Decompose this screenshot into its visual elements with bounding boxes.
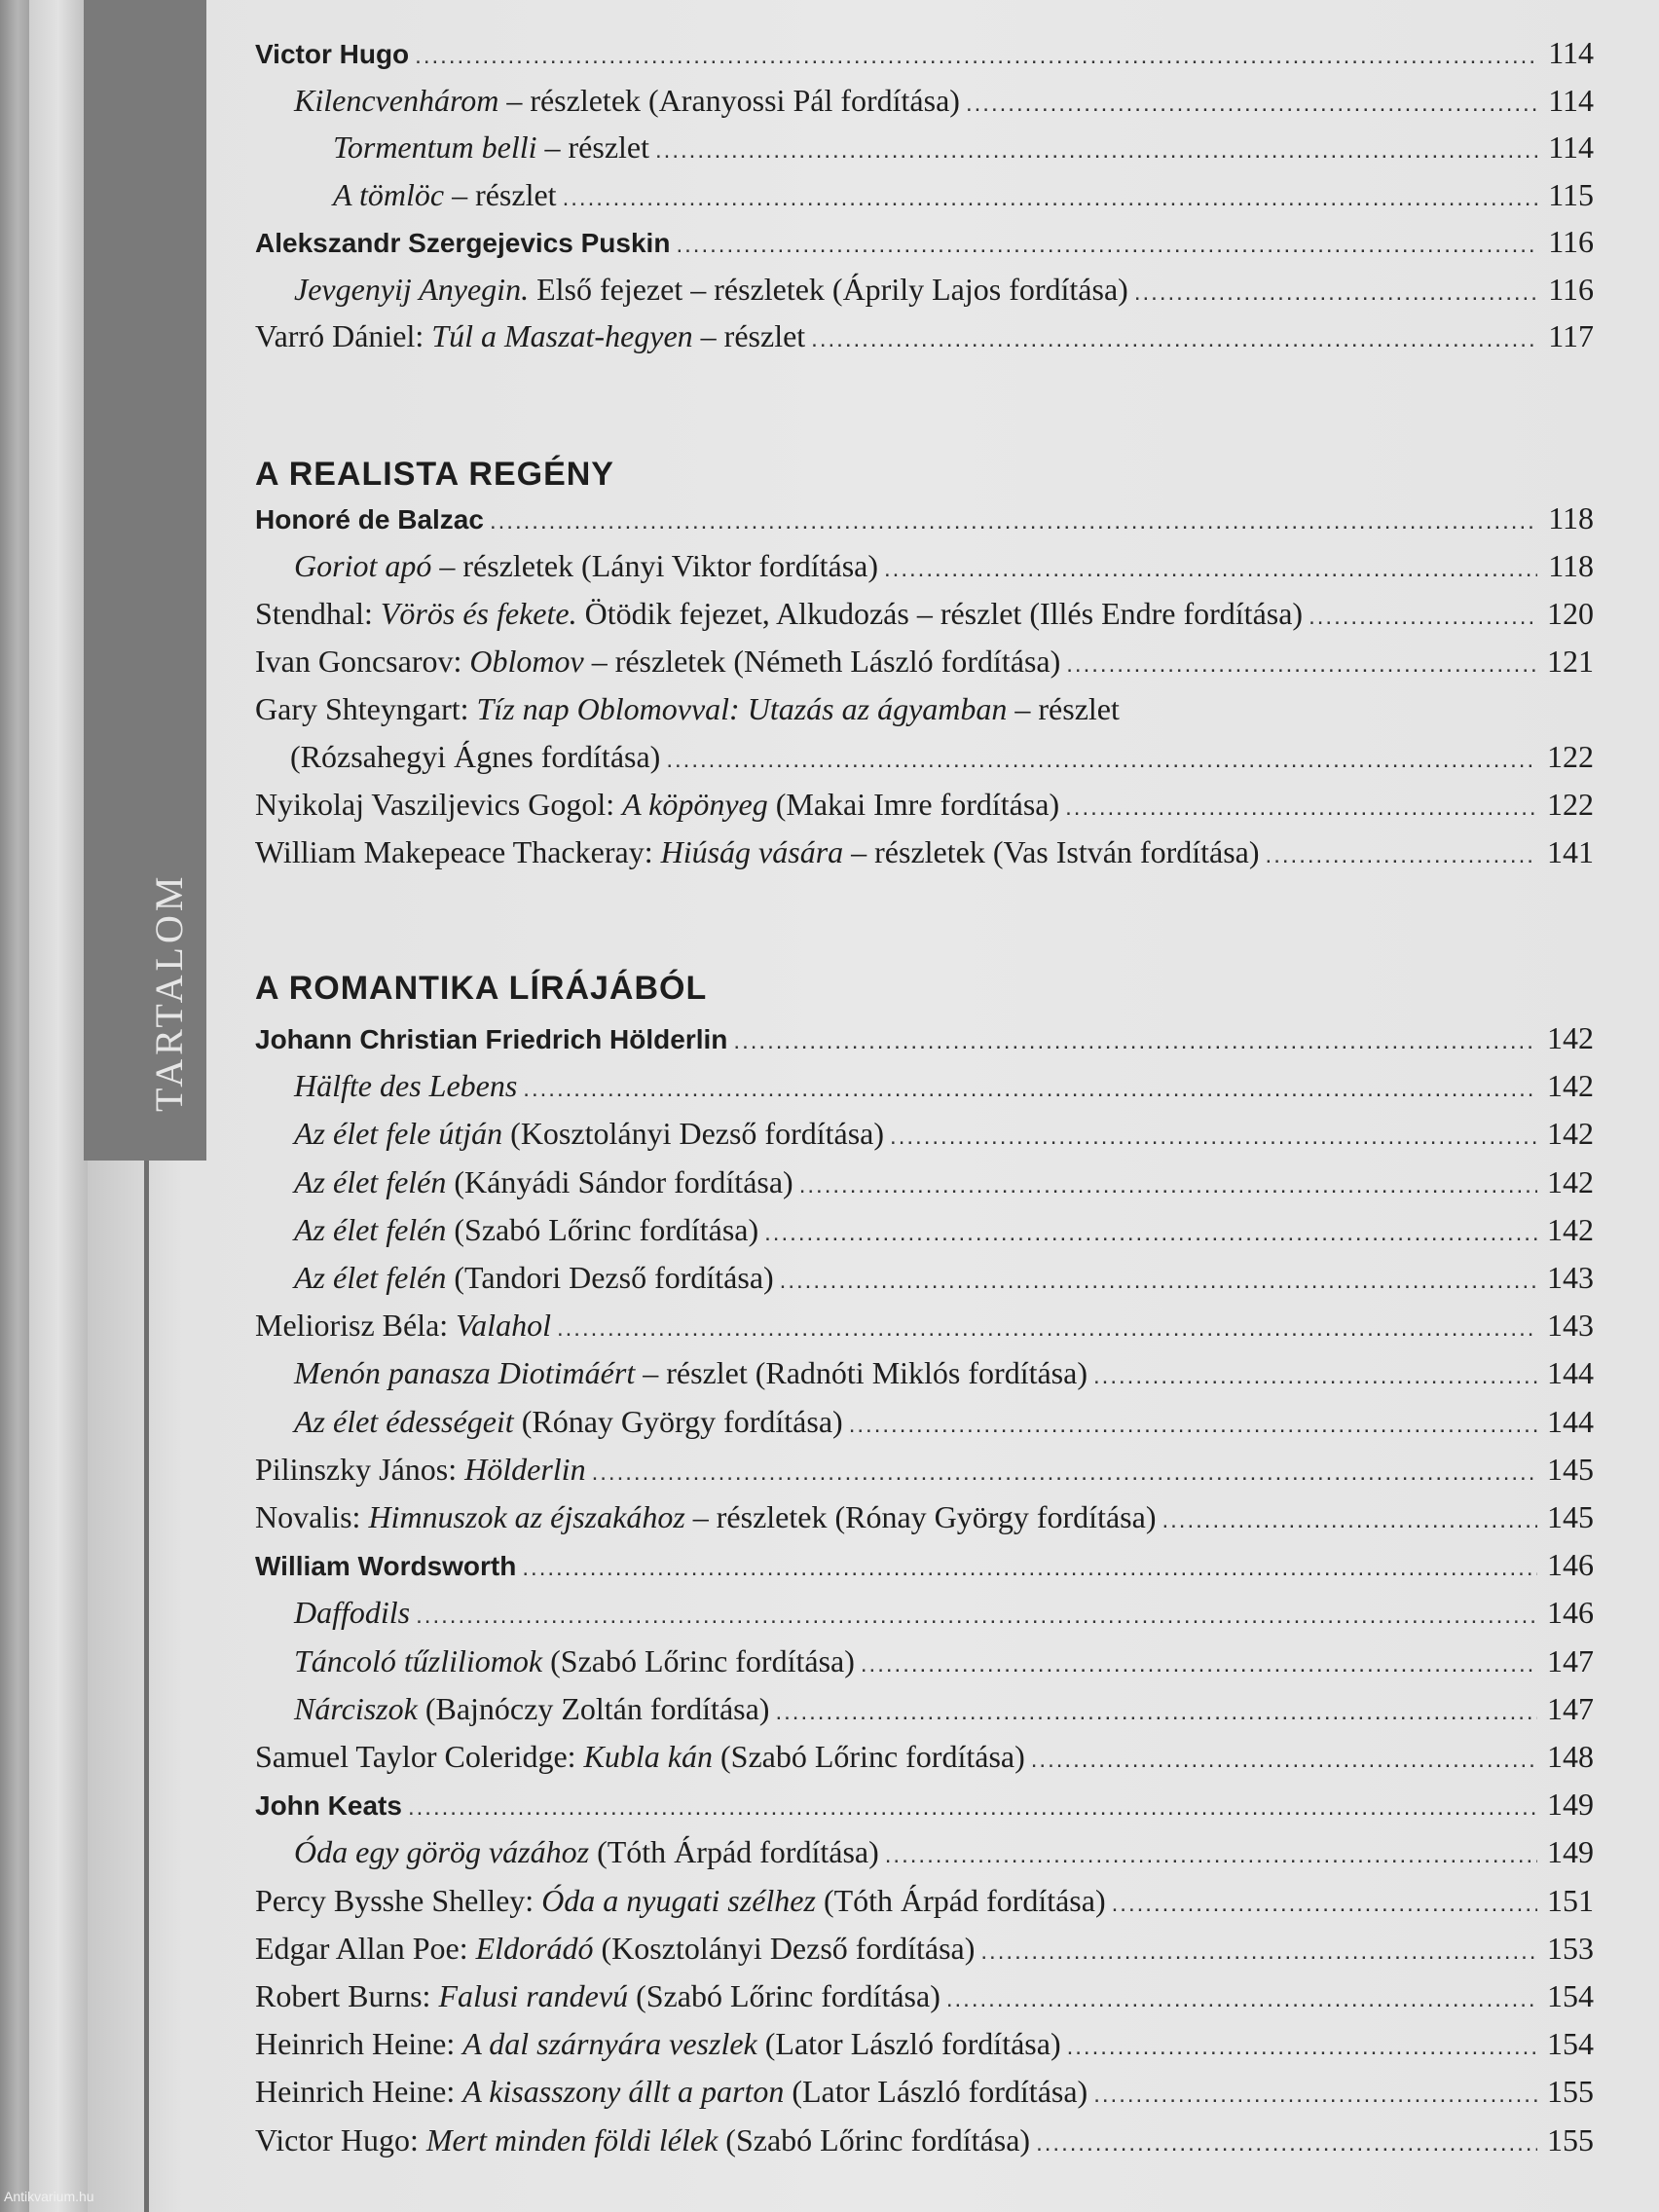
entry-text: William Makepeace Thackeray: Hiúság vására – részletek (Vas István fordítása) — [255, 834, 1260, 869]
page-number: 142 — [1547, 1116, 1594, 1152]
page-number: 122 — [1547, 739, 1594, 774]
entry-text: Percy Bysshe Shelley: Óda a nyugati szélhez (Tóth Árpád fordítása) — [255, 1882, 1106, 1918]
page-number: 147 — [1547, 1642, 1594, 1678]
page-number: 122 — [1547, 787, 1594, 822]
dot-leader — [666, 739, 1537, 782]
toc-entry — [255, 1448, 1594, 1494]
toc-entry — [255, 314, 1594, 361]
dot-leader — [1134, 272, 1537, 314]
dot-leader — [408, 1787, 1537, 1829]
toc-entry — [255, 640, 1594, 686]
dot-leader — [885, 1834, 1537, 1877]
toc-author — [255, 31, 1594, 78]
dot-leader — [1067, 2026, 1537, 2069]
entry-text: Alekszandr Szergejevics Puskin — [255, 228, 671, 258]
entry-text: Samuel Taylor Coleridge: Kubla kán (Szabó Lőrinc fordítása) — [255, 1739, 1025, 1774]
dot-leader — [676, 224, 1537, 267]
entry-text: Heinrich Heine: A dal szárnyára veszlek (Lator László fordítása) — [255, 2026, 1061, 2062]
page-number: 142 — [1547, 1020, 1594, 1055]
page-number: 114 — [1548, 82, 1594, 118]
dot-leader — [775, 1691, 1537, 1734]
dot-leader — [1036, 2122, 1537, 2165]
entry-text: Meliorisz Béla: Valahol — [255, 1308, 551, 1344]
toc-entry — [255, 1735, 1594, 1782]
entry-text: A tömlöc – részlet — [333, 176, 557, 212]
page-number: 144 — [1547, 1355, 1594, 1391]
tab-rule — [144, 1161, 149, 2212]
book-spine — [29, 0, 88, 2212]
toc-entry — [255, 830, 1594, 877]
page-number: 143 — [1547, 1308, 1594, 1344]
entry-text: Robert Burns: Falusi randevú (Szabó Lőrinc fordítása) — [255, 1978, 940, 2013]
entry-text: Nárciszok (Bajnóczy Zoltán fordítása) — [294, 1690, 770, 1726]
entry-text: Pilinszky János: Hölderlin — [255, 1451, 586, 1487]
entry-text: William Wordsworth — [255, 1551, 517, 1582]
dot-leader — [1065, 787, 1537, 830]
toc-entry — [255, 687, 1594, 730]
entry-text: Az élet édességeit (Rónay György fordítása) — [294, 1403, 843, 1439]
page-number: 118 — [1548, 548, 1594, 583]
toc-entry — [255, 126, 1594, 172]
dot-leader — [1031, 1739, 1537, 1782]
dot-leader — [946, 1978, 1537, 2021]
toc-entry — [255, 1591, 1594, 1638]
toc-entry — [255, 268, 1594, 314]
page-number: 149 — [1547, 1834, 1594, 1870]
toc-entry — [255, 1927, 1594, 1973]
page-number: 117 — [1548, 318, 1594, 353]
toc-entry — [255, 79, 1594, 126]
page-number: 114 — [1548, 35, 1594, 70]
toc-entry — [255, 173, 1594, 220]
toc-entry — [255, 592, 1594, 639]
page-number: 146 — [1547, 1547, 1594, 1583]
toc-entry — [255, 2070, 1594, 2117]
page-number: 154 — [1547, 1978, 1594, 2013]
page-number: 141 — [1547, 834, 1594, 869]
toc-entry — [255, 1161, 1594, 1207]
dot-leader — [592, 1452, 1537, 1494]
dot-leader — [1066, 644, 1537, 686]
entry-text: Daffodils — [294, 1595, 411, 1631]
entry-text: Varró Dániel: Túl a Maszat-hegyen – részlet — [255, 318, 806, 353]
dot-leader — [966, 83, 1537, 126]
entry-text: Menón panasza Diotimáért – részlet (Radnóti Miklós fordítása) — [294, 1355, 1088, 1391]
page-number: 151 — [1547, 1882, 1594, 1918]
entry-text: Jevgenyij Anyegin. Első fejezet – részletek (Áprily Lajos fordítása) — [294, 271, 1128, 307]
dot-leader — [1093, 2074, 1537, 2117]
dot-leader — [780, 1260, 1537, 1303]
entry-text: Victor Hugo — [255, 39, 410, 69]
toc-entry — [255, 1256, 1594, 1303]
toc-entry — [255, 1687, 1594, 1734]
page-number: 144 — [1547, 1403, 1594, 1439]
page-number: 120 — [1547, 596, 1594, 631]
page-number: 143 — [1547, 1260, 1594, 1295]
dot-leader — [764, 1212, 1537, 1255]
toc-author — [255, 1016, 1594, 1063]
entry-text: Goriot apó – részletek (Lányi Viktor fordítása) — [294, 548, 878, 583]
page-number: 116 — [1548, 224, 1594, 259]
page-number: 155 — [1547, 2121, 1594, 2157]
dot-leader — [655, 129, 1537, 172]
page-number: 153 — [1547, 1930, 1594, 1966]
entry-text: Az élet fele útján (Kosztolányi Dezső fordítása) — [294, 1116, 885, 1152]
toc-entry — [255, 1112, 1594, 1159]
dot-leader — [884, 548, 1537, 591]
dot-leader — [522, 1547, 1537, 1590]
entry-text: Nyikolaj Vasziljevics Gogol: A köpönyeg (Makai Imre fordítása) — [255, 787, 1060, 822]
dot-leader — [523, 1068, 1537, 1111]
entry-text: Óda egy görög vázához (Tóth Árpád fordítása) — [294, 1834, 879, 1870]
entry-text: Heinrich Heine: A kisasszony állt a parton (Lator László fordítása) — [255, 2074, 1088, 2110]
book-edge — [0, 0, 29, 2212]
page-number: 145 — [1547, 1499, 1594, 1534]
entry-text: Novalis: Himnuszok az éjszakához – részletek (Rónay György fordítása) — [255, 1499, 1157, 1534]
toc-entry — [255, 1351, 1594, 1398]
entry-text: Tormentum belli – részlet — [333, 129, 649, 165]
page-number: 142 — [1547, 1068, 1594, 1104]
page-number: 147 — [1547, 1690, 1594, 1726]
toc-entry — [255, 1830, 1594, 1877]
toc-author — [255, 497, 1594, 543]
toc-entry — [255, 1400, 1594, 1447]
toc-entry — [255, 544, 1594, 591]
page-number: 154 — [1547, 2026, 1594, 2062]
entry-text: Táncoló tűzliliomok (Szabó Lőrinc fordítása) — [294, 1642, 855, 1678]
watermark: Antikvarium.hu — [4, 2189, 94, 2204]
page-number: 142 — [1547, 1211, 1594, 1247]
dot-leader — [1309, 596, 1537, 639]
entry-text: Kilencvenhárom – részletek (Aranyossi Pál fordítása) — [294, 82, 960, 118]
dot-leader — [563, 177, 1537, 220]
dot-leader — [416, 1595, 1537, 1638]
entry-text: Honoré de Balzac — [255, 504, 484, 535]
toc-author — [255, 1783, 1594, 1829]
page-number: 114 — [1548, 129, 1594, 165]
dot-leader — [415, 35, 1537, 78]
toc-entry — [255, 1064, 1594, 1111]
entry-text: Hälfte des Lebens — [294, 1068, 518, 1104]
dot-leader — [1093, 1355, 1537, 1398]
toc-entry — [255, 1208, 1594, 1255]
toc-entry — [255, 2022, 1594, 2069]
toc-author — [255, 1543, 1594, 1590]
entry-text: Az élet felén (Kányádi Sándor fordítása) — [294, 1163, 793, 1199]
toc-entry — [255, 1974, 1594, 2021]
dot-leader — [490, 500, 1537, 543]
page-number: 116 — [1548, 271, 1594, 307]
page-number: 148 — [1547, 1739, 1594, 1774]
toc-entry — [255, 1304, 1594, 1350]
entry-text: Johann Christian Friedrich Hölderlin — [255, 1024, 728, 1054]
toc-entry — [255, 735, 1594, 782]
toc-entry — [255, 1879, 1594, 1926]
tab-label: TARTALOM — [147, 872, 191, 1112]
dot-leader — [799, 1164, 1537, 1207]
dot-leader — [890, 1116, 1537, 1159]
page-number: 142 — [1547, 1163, 1594, 1199]
toc-entry — [255, 1495, 1594, 1542]
entry-text: John Keats — [255, 1790, 402, 1822]
dot-leader — [980, 1931, 1537, 1973]
toc-entry — [255, 1640, 1594, 1686]
entry-text: Az élet felén (Szabó Lőrinc fordítása) — [294, 1211, 759, 1247]
page-number: 121 — [1547, 644, 1594, 679]
entry-text: Az élet felén (Tandori Dezső fordítása) — [294, 1260, 774, 1295]
entry-text: Edgar Allan Poe: Eldorádó (Kosztolányi Dezső fordítása) — [255, 1930, 976, 1966]
dot-leader — [811, 318, 1537, 361]
toc-author — [255, 220, 1594, 267]
entry-text: Ivan Goncsarov: Oblomov – részletek (Németh László fordítása) — [255, 644, 1061, 679]
page-number: 118 — [1548, 500, 1594, 535]
toc-entry — [255, 2119, 1594, 2165]
dot-leader — [1112, 1883, 1537, 1926]
dot-leader — [1266, 834, 1537, 877]
dot-leader — [557, 1308, 1537, 1350]
page-number: 145 — [1547, 1451, 1594, 1487]
page-number: 115 — [1548, 176, 1594, 212]
dot-leader — [849, 1404, 1537, 1447]
entry-text: Victor Hugo: Mert minden földi lélek (Szabó Lőrinc fordítása) — [255, 2121, 1031, 2157]
toc-entry — [255, 783, 1594, 830]
dot-leader — [733, 1020, 1537, 1063]
page-number: 149 — [1547, 1787, 1594, 1823]
entry-text: Stendhal: Vörös és fekete. Ötödik fejezet, Alkudozás – részlet (Illés Endre fordítása) — [255, 596, 1304, 631]
entry-text: Gary Shteyngart: Tíz nap Oblomovval: Utazás az ágyamban – részlet — [255, 691, 1120, 726]
page-number: 155 — [1547, 2074, 1594, 2110]
dot-leader — [1161, 1499, 1537, 1542]
dot-leader — [861, 1643, 1537, 1686]
section-title-romantika-lirajabol: A ROMANTIKA LÍRÁJÁBÓL — [255, 970, 708, 1007]
section-title-realista-regeny: A REALISTA REGÉNY — [255, 456, 614, 493]
page-number: 146 — [1547, 1595, 1594, 1631]
entry-text: (Rózsahegyi Ágnes fordítása) — [290, 739, 661, 774]
